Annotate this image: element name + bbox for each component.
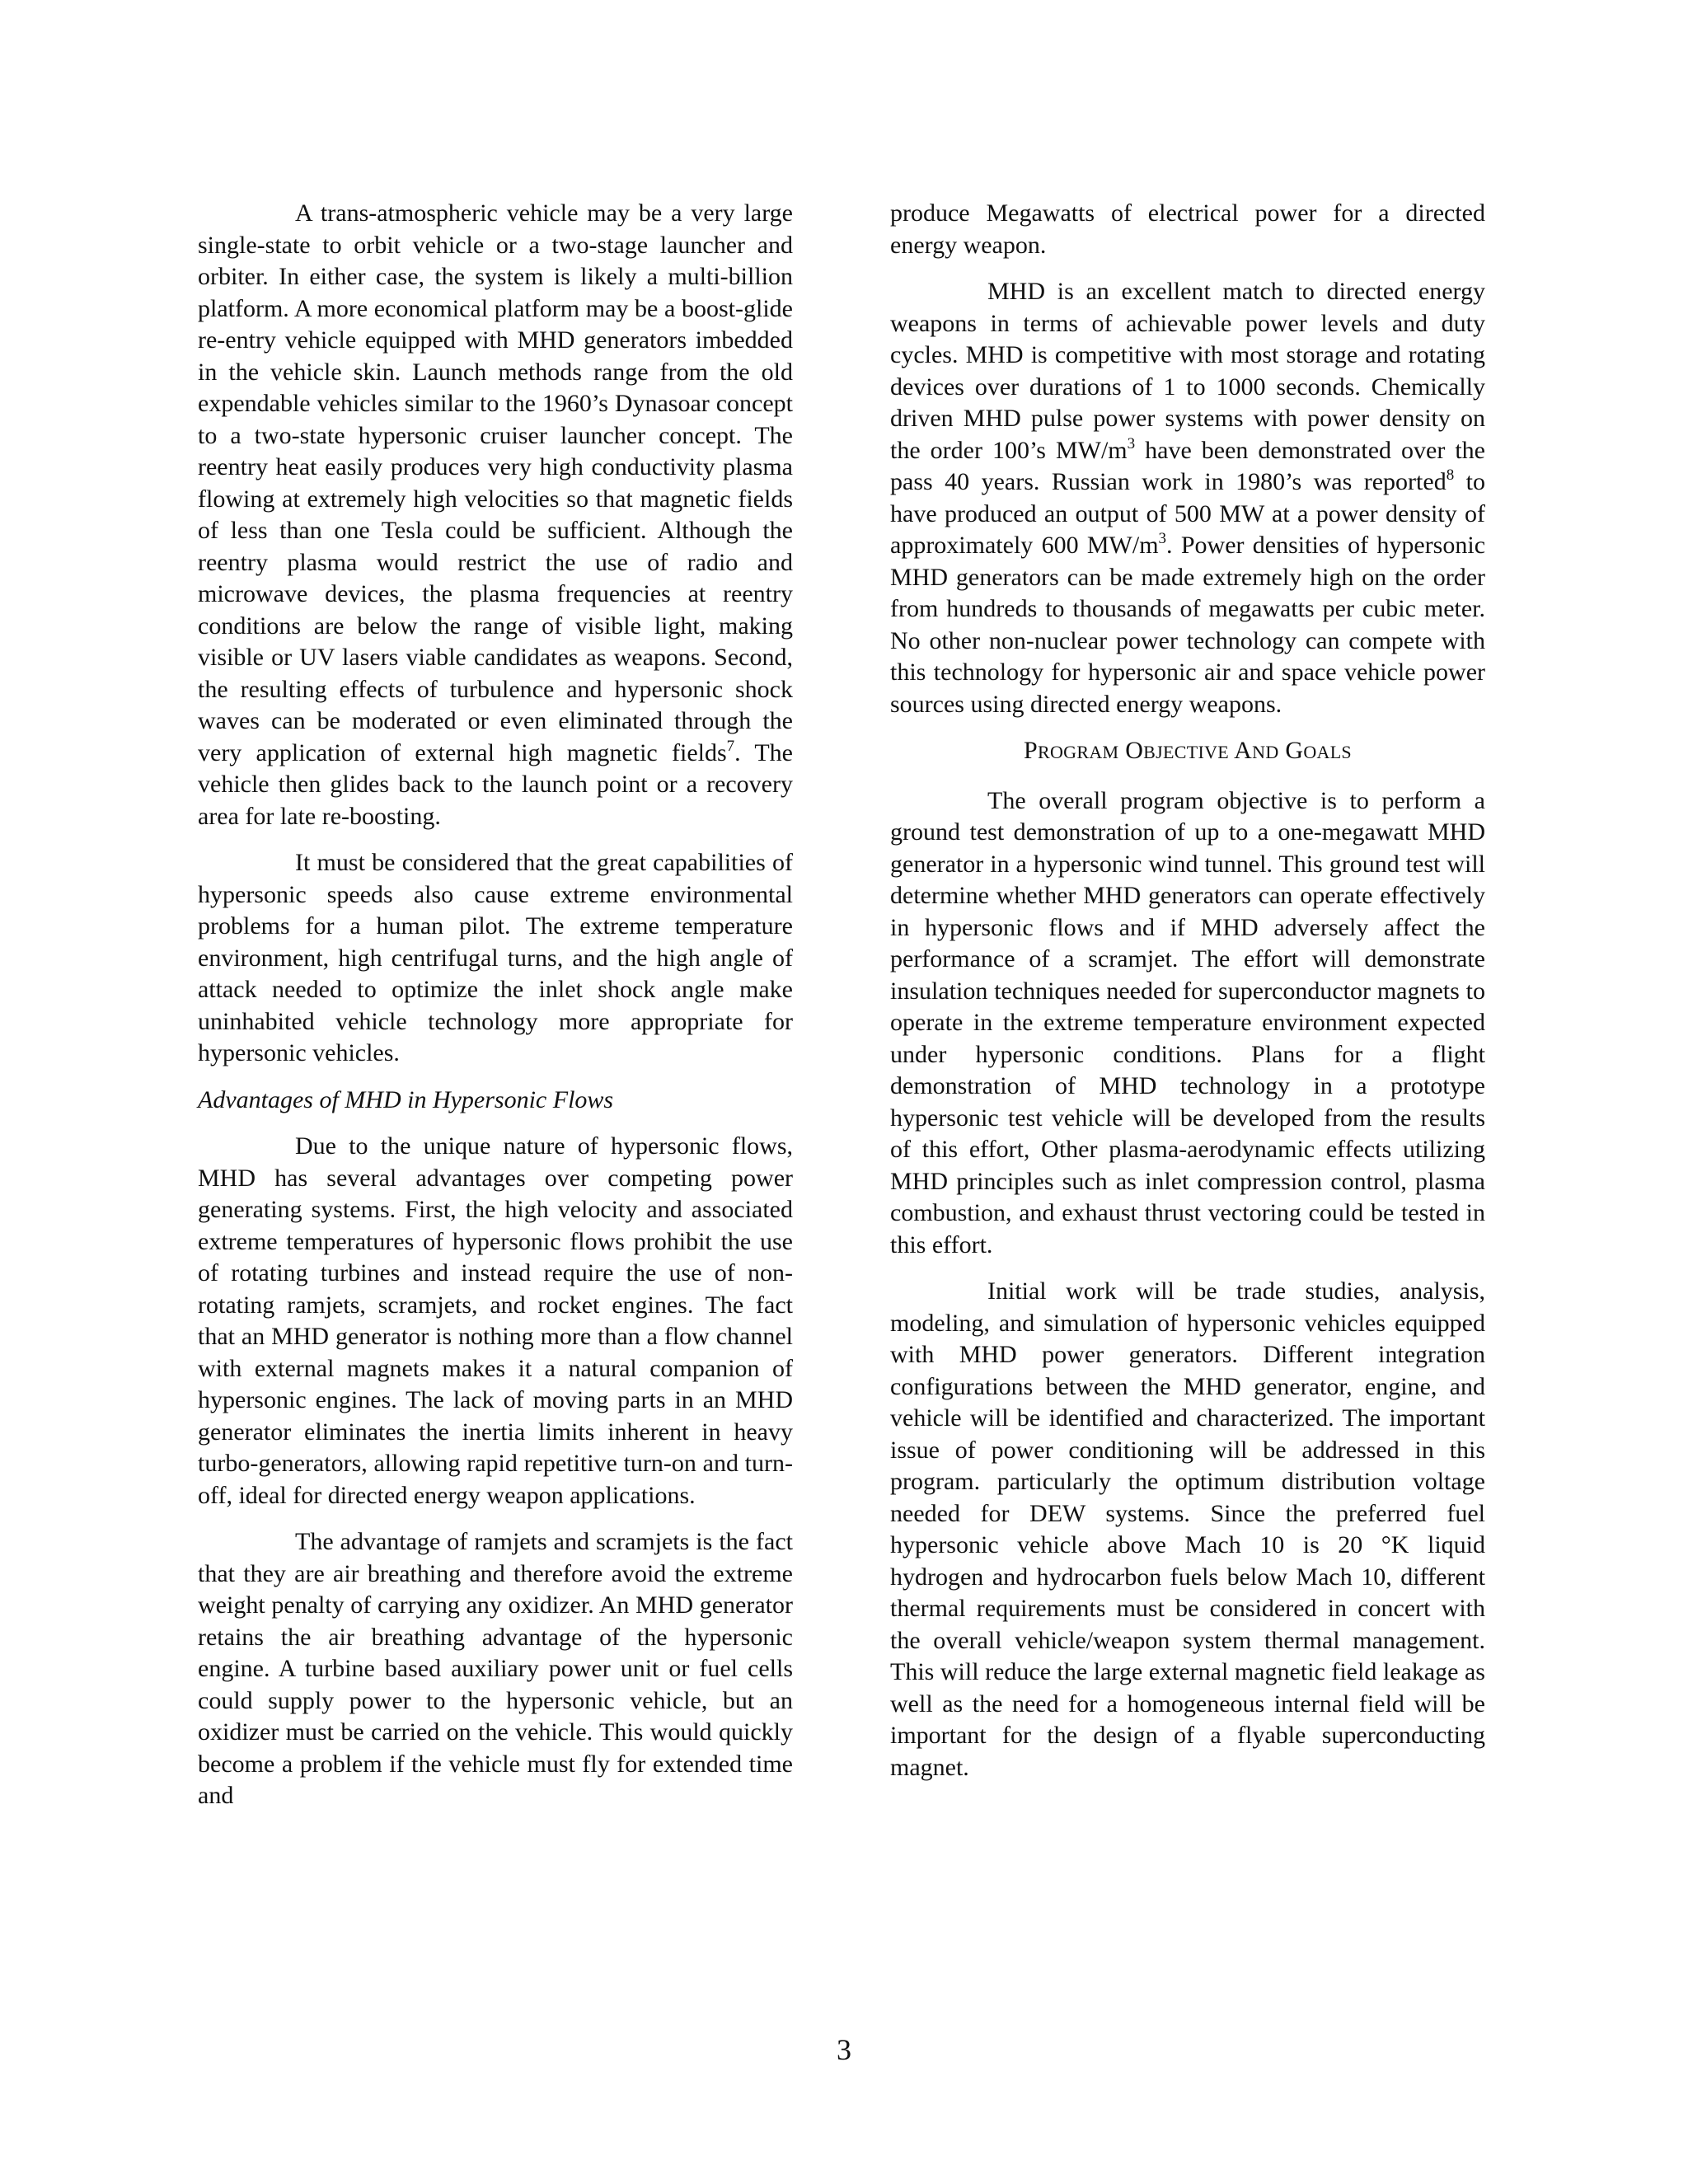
paragraph-text: A trans-atmospheric vehicle may be a very large single-state to orbit vehicle or a two-stage launcher and orbiter. In either case, the system is likely a multi-billion platform. A more economical platform may be a boost-glide re-entry vehicle equipped with MHD generators imbedded in the vehicle skin. Launch methods range from the old expendable vehicles similar to the 1960’s Dynasoar concept to a two-state hypersonic cruiser launcher concept. The reentry heat easily produces very high conductivity plasma flowing at extremely high velocities so that magnetic fields of less than one Tesla could be sufficient. Although the reentry plasma would restrict the use of radio and microwave devices, the plasma frequencies at reentry conditions are below the range of visible light, making visible or UV lasers viable candidates as weapons. Second, the resulting effects of turbulence and hypersonic shock waves can be moderated or even eliminated through the very application of external high magnetic fields: [198, 199, 793, 766]
paragraph-text: have been demonstrated over the pass 40 years. Russian work in 1980’s was reported: [890, 436, 1485, 495]
reference-superscript: 8: [1446, 466, 1455, 484]
paragraph-text: . The vehicle then glides back to the launch point or a recovery area for late re-boosting.: [198, 738, 793, 830]
reference-superscript: 7: [726, 737, 735, 755]
right-column: [890, 198, 1485, 1798]
heading-smallcaps: ROGRAM: [1038, 742, 1119, 762]
paragraph-trans-atmospheric: [198, 198, 793, 832]
paragraph-continued: produce Megawatts of electrical power for a directed energy weapon.: [890, 199, 1485, 259]
left-column: [198, 198, 793, 1827]
heading-cap: A: [1234, 737, 1253, 764]
paragraph-mhd-match: [890, 276, 1485, 720]
subheading-advantages: Advantages of MHD in Hypersonic Flows: [198, 1085, 614, 1113]
page-number: 3: [837, 2033, 851, 2066]
heading-cap: O: [1125, 737, 1144, 764]
heading-smallcaps: ND: [1252, 742, 1279, 762]
section-heading: [890, 735, 1485, 769]
paragraph-initial-work: Initial work will be trade studies, analysis, modeling, and simulation of hypersonic vehicles equipped with MHD power generators. Different integration configurations between the MHD generator, engine, and vehicle will be identified and characterized. The important issue of power conditioning will be addressed in this program. particularly the optimum distribution voltage needed for DEW systems. Since the preferred fuel hypersonic vehicle above Mach 10 is 20 °K liquid hydrogen and hydrocarbon fuels below Mach 10, different thermal requirements must be considered in concert with the overall vehicle/weapon system thermal management. This will reduce the large external magnetic field leakage as well as the need for a homogeneous internal field will be important for the design of a flyable superconducting magnet.: [890, 1277, 1485, 1781]
heading-smallcaps: OALS: [1303, 742, 1352, 762]
paragraph-environmental: It must be considered that the great capabilities of hypersonic speeds also cause extreme environmental problems for a human pilot. The extreme temperature environment, high centrifugal turns, and the high angle of attack needed to optimize the inlet shock angle make uninhabited vehicle technology more appropriate for hypersonic vehicles.: [198, 849, 793, 1066]
heading-cap: G: [1285, 737, 1304, 764]
paragraph-text: to have produced an output of 500 MW at a power density of approximately 600 MW/m: [890, 468, 1485, 559]
paragraph-unique-nature: Due to the unique nature of hypersonic flows, MHD has several advantages over competing power generating systems. First, the high velocity and associated extreme temperatures of hypersonic flows prohibit the use of rotating turbines and instead require the use of non-rotating ramjets, scramjets, and rocket engines. The fact that an MHD generator is nothing more than a flow channel with external magnets makes it a natural companion of hypersonic engines. The lack of moving parts in an MHD generator eliminates the inertia limits inherent in heavy turbo-generators, allowing rapid repetitive turn-on and turn-off, ideal for directed energy weapon applications.: [198, 1132, 793, 1509]
exponent-superscript: 3: [1158, 530, 1167, 547]
paragraph-program-objective: The overall program objective is to perform a ground test demonstration of up to a one-megawatt MHD generator in a hypersonic wind tunnel. This ground test will determine whether MHD generators can operate effectively in hypersonic flows and if MHD adversely affect the performance of a scramjet. The effort will demonstrate insulation techniques needed for superconductor magnets to operate in the extreme temperature environment expected under hypersonic conditions. Plans for a flight demonstration of MHD technology in a prototype hypersonic test vehicle will be developed from the results of this effort, Other plasma-aerodynamic effects utilizing MHD principles such as inlet compression control, plasma combustion, and exhaust thrust vectoring could be tested in this effort.: [890, 786, 1485, 1258]
exponent-superscript: 3: [1127, 434, 1136, 452]
heading-smallcaps: BJECTIVE: [1143, 742, 1230, 762]
paragraph-text: . Power densities of hypersonic MHD generators can be made extremely high on the order from hundreds to thousands of megawatts per cubic meter. No other non-nuclear power technology can compete with this technology for hypersonic air and space vehicle power sources using directed energy weapons.: [890, 532, 1486, 718]
paragraph-ramjets: The advantage of ramjets and scramjets is the fact that they are air breathing and therefore avoid the extreme weight penalty of carrying any oxidizer. An MHD generator retains the air breathing advantage of the hypersonic engine. A turbine based auxiliary power unit or fuel cells could supply power to the hypersonic vehicle, but an oxidizer must be carried on the vehicle. This would quickly become a problem if the vehicle must fly for extended time and: [198, 1528, 793, 1809]
heading-cap: P: [1024, 737, 1039, 764]
paragraph-text: MHD is an excellent match to directed energy weapons in terms of achievable power levels and duty cycles. MHD is competitive with most storage and rotating devices over durations of 1 to 1000 seconds. Chemically driven MHD pulse power systems with power density on the order 100’s MW/m: [890, 278, 1485, 464]
